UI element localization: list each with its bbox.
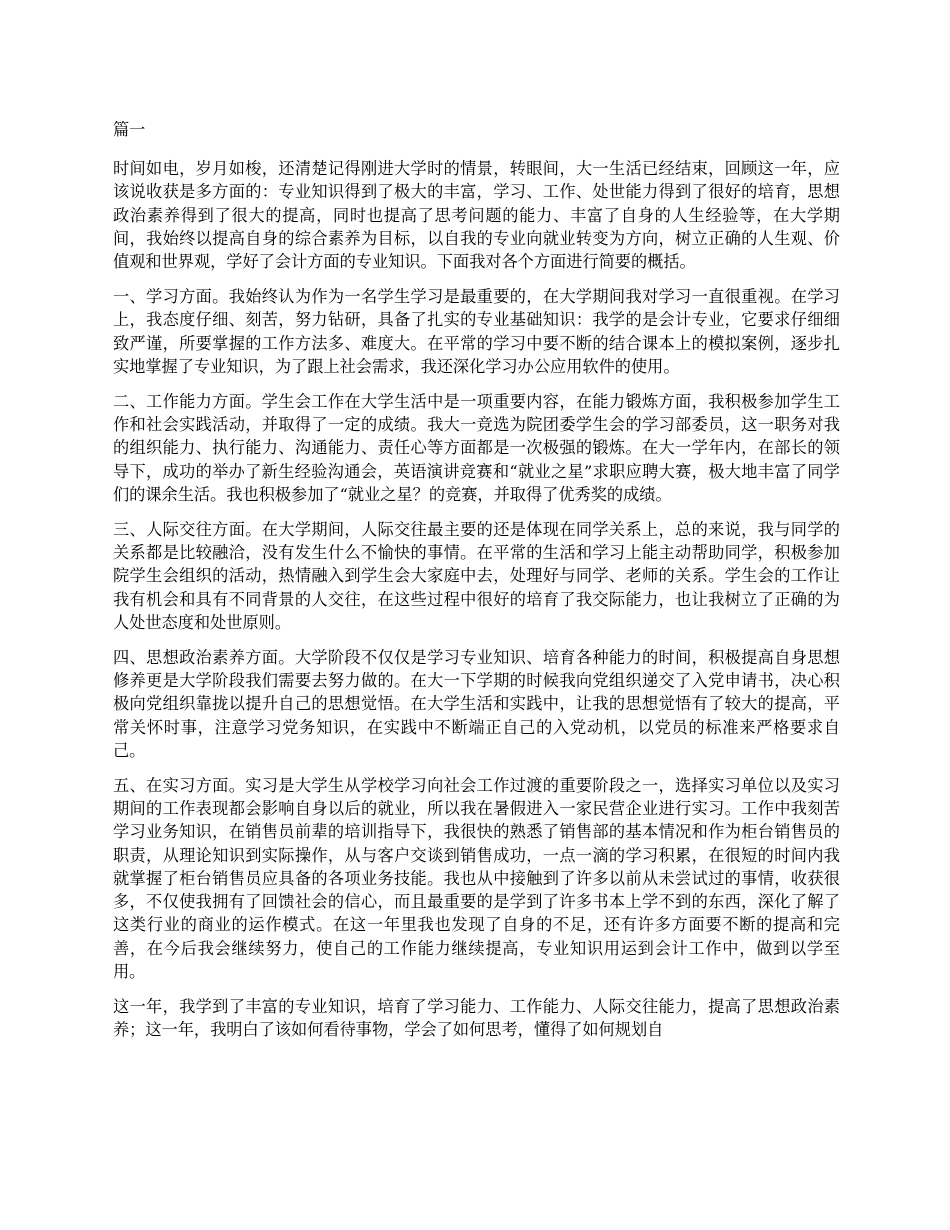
- document-page: [113, 118, 840, 1053]
- paragraph-intro: 时间如电，岁月如梭，还清楚记得刚进大学时的情景，转眼间，大一生活已经结束，回顾这一年，应该说收获是多方面的：专业知识得到了极大的丰富，学习、工作、处世能力得到了很好的培育，思想政治素养得到了很大的提高，同时也提高了思考问题的能力、丰富了自身的人生经验等，在大学期间，我始终以提高自身的综合素养为目标，以自我的专业向就业转变为方向，树立正确的人生观、价值观和世界观，学好了会计方面的专业知识。下面我对各个方面进行简要的概括。: [113, 159, 840, 272]
- paragraph-political: 四、思想政治素养方面。大学阶段不仅仅是学习专业知识、培育各种能力的时间，积极提高自身思想修养更是大学阶段我们需要去努力做的。在大一下学期的时候我向党组织递交了入党申请书，决心积极向党组织靠拢以提升自己的思想觉悟。在大学生活和实践中，让我的思想觉悟有了较大的提高，平常关怀时事，注意学习党务知识，在实践中不断端正自己的入党动机，以党员的标准来严格要求自己。: [113, 648, 840, 760]
- section-heading: 篇一: [113, 120, 146, 139]
- paragraph-study: 一、学习方面。我始终认为作为一名学生学习是最重要的，在大学期间我对学习一直很重视。在学习上，我态度仔细、刻苦，努力钻研，具备了扎实的专业基础知识：我学的是会计专业，它要求仔细细致严谨，所要掌握的工作方法多、难度大。在平常的学习中要不断的结合课本上的模拟案例，逐步扎实地掌握了专业知识，为了跟上社会需求，我还深化学习办公应用软件的使用。: [113, 287, 840, 376]
- paragraph-summary: 这一年，我学到了丰富的专业知识，培育了学习能力、工作能力、人际交往能力，提高了思想政治素养；这一年，我明白了该如何看待事物，学会了如何思考，懂得了如何规划自: [113, 996, 840, 1040]
- paragraph-internship: 五、在实习方面。实习是大学生从学校学习向社会工作过渡的重要阶段之一，选择实习单位以及实习期间的工作表现都会影响自身以后的就业，所以我在暑假进入一家民营企业进行实习。工作中我刻苦学习业务知识，在销售员前辈的培训指导下，我很快的熟悉了销售部的基本情况和作为柜台销售员的职责，从理论知识到实际操作，从与客户交谈到销售成功，一点一滴的学习积累，在很短的时间内我就掌握了柜台销售员应具备的各项业务技能。我也从中接触到了许多以前从未尝试过的事情，收获很多，不仅使我拥有了回馈社会的信心，而且最重要的是学到了许多书本上学不到的东西，深化了解了这类行业的商业的运作模式。在这一年里我也发现了自身的不足，还有许多方面要不断的提高和完善，在今后我会继续努力，使自己的工作能力继续提高，专业知识用运到会计工作中，做到以学至用。: [113, 776, 840, 981]
- paragraph-work-ability: 二、工作能力方面。学生会工作在大学生活中是一项重要内容，在能力锻炼方面，我积极参加学生工作和社会实践活动，并取得了一定的成绩。我大一竞选为院团委学生会的学习部委员，这一职务对我的组织能力、执行能力、沟通能力、责任心等方面都是一次极强的锻炼。在大一学年内，在部长的领导下，成功的举办了新生经验沟通会，英语演讲竞赛和“就业之星”求职应聘大赛，极大地丰富了同学们的课余生活。我也积极参加了“就业之星？的竞赛，并取得了优秀奖的成绩。: [113, 392, 840, 504]
- paragraph-interpersonal: 三、人际交往方面。在大学期间，人际交往最主要的还是体现在同学关系上，总的来说，我与同学的关系都是比较融洽，没有发生什么不愉快的事情。在平常的生活和学习上能主动帮助同学，积极参加院学生会组织的活动，热情融入到学生会大家庭中去，处理好与同学、老师的关系。学生会的工作让我有机会和具有不同背景的人交往，在这些过程中很好的培育了我交际能力，也让我树立了正确的为人处世态度和处世原则。: [113, 520, 840, 632]
